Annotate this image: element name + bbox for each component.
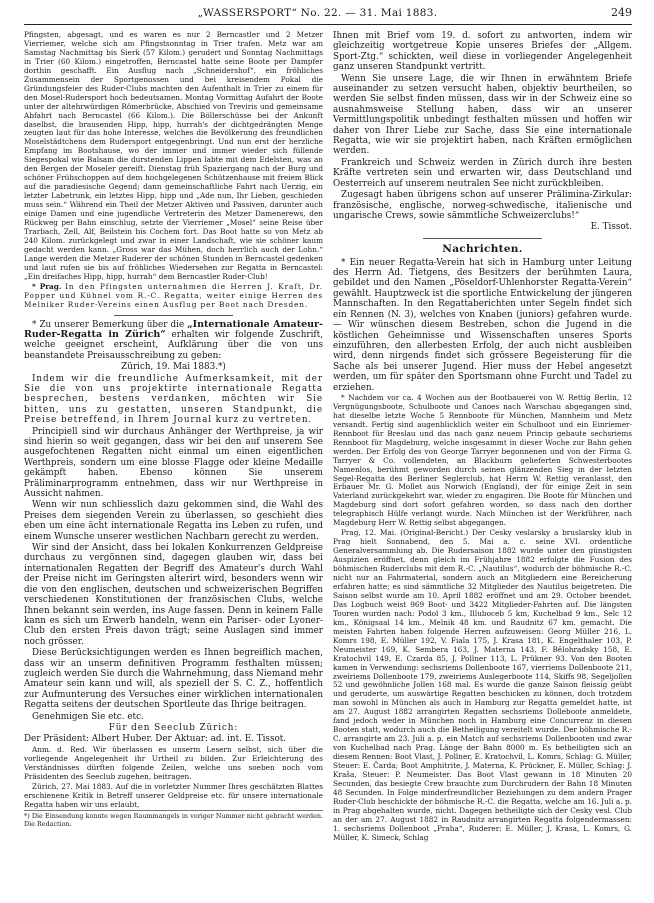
right-column	[333, 31, 632, 903]
editor-note: Anm. d. Red. Wir überlassen es unserm Lesern selbst, sich über die vorliegende Angelegenheit ihr Urtheil zu bilden. Zur Erleichterung des Verständnisses dürften folgende Zeilen, welche uns soeben noch vom Präsidenten des Seeclub zugehen, beitragen.	[24, 744, 323, 781]
zurich-intro-prefix: * Zu unserer Bemerkung über die	[32, 319, 185, 330]
news-paragraph-2: * Nachdem vor ca. 4 Wochen aus der Bootbauerei von W. Rettig Berlin, 12 Vergnügungsboote, Schulboote und Canoes nach Warschau abgegangen sind, hat dieselbe letzte Woche 5 Rennboote für München, Mannheim und Metz versandt. Fertig sind augenblicklich weiter ein Schulboot und ein Einriemer-Rennboot für Breslau und das nach ganz neuem Princip gebaute sechsriems Rennboot für Magdeburg, welche insgesammt in dieser Woche zur Bahn gehen werden. Der Erfolg des von George Tarryer begonnenen und von der Firma G. Tarryer & Co. vollendeten, an Blackburn gelieferten Schwesterbootes Namenlos, berühmt geworden durch seinen glänzenden Sieg in der letzten Segel-Regatta des Berliner Seglerclub, hat Herrn W. Rettig veranlasst, den Erbauer Mr. G. Mollet aus Norwich (England), der für einige Zeit in sein Vaterland zurückgekehrt war, wieder zu engagiren. Die Boote für München und Magdeburg sind dort sofort gefahren worden, so dass nach den dorther telegraphisch Hülfe verlangt wurde. Nach München ist der Werkführer, nach Magdeburg Herr W. Rettig selbst abgegangen.	[333, 392, 632, 528]
signoff-names: Der Präsident: Albert Huber. Der Aktuar: ad. int. E. Tissot.	[24, 734, 287, 745]
continuation-paragraph-4: Zugesagt haben übrigens schon auf unserer Prälimina-Zirkular: französische, englische, norweg-schwedische, italienische und ungarische Crews, sowie sämmtliche Schweizerclubs!“	[333, 190, 632, 221]
section-title: Nachrichten.	[442, 242, 523, 255]
letter-paragraph-2: Principiell sind wir durchaus Anhänger der Werthpreise, ja wir sind hierin so weit gegangen, dass wir bei den auf unserem See ausgefochtenen Regatten nicht einmal um einen eigentlichen Werthpreis, sondern um eine blosse Flagge oder kleine Medaille gekämpft haben. Ebenso können Sie unserem Präliminarprogramm entnehmen, dass wir nur Werthpreise in Aussicht nahmen.	[24, 426, 323, 500]
news-paragraph-1: * Ein neuer Regatta-Verein hat sich in Hamburg unter Leitung des Herrn Ad. Tietgens, des Besitzers der berühmten Laura, gebildet und den Namen „Pöseldorf-Uhlenhorster Regatta-Verein“ gewählt. Hauptzweck ist die sportliche Entwickelung der jüngeren Mannschaften. In den Regattaberichten unter Segeln findet sich ein Rennen (N. 3), welches von Knaben (juniors) gefahren wurde. — Wir wünschen diesem Bestreben, schon die Jugend in die köstlichen Geheimnisse und Wissenschaften unseres Sports einzuführen, den allerbesten Erfolg, der auch nicht ausbleiben wird, denn nirgends findet sich grössere Begeisterung für die Sache als bei unserer Jugend. Hier muss der Hebel angesetzt werden, um für später den Sportsmann ohne Furcht und Tadel zu erziehen.	[333, 257, 632, 393]
letter-greeting: Genehmigen Sie etc. etc.	[32, 711, 144, 722]
zurich-intro	[24, 320, 323, 362]
running-title: „WASSERSPORT“ No. 22. — 31. Mai 1883.	[197, 7, 438, 19]
news-hamburg	[333, 258, 632, 393]
divider	[423, 238, 543, 239]
zurich-letter	[24, 320, 323, 745]
letter-continuation	[333, 31, 632, 233]
continuation-paragraph-1: Ihnen mit Brief vom 19. d. sofort zu antworten, indem wir gleichzeitig wortgetreue Kopie unseres Briefes der „Allgem. Sport-Ztg.“ schickten, weil diese in vorliegender Angelegenheit ganz unseren Standpunkt vertritt.	[333, 31, 632, 73]
letter-paragraph-1: Indem wir die freundliche Aufmerksamkeit, mit der Sie die von uns projektirte internationale Regatta besprechen, bestens verdanken, möchten wir Sie bitten, uns zu gestatten, unseren Standpunkt, die Preise betreffend, in Ihrem Journal kurz zu vertreten.	[24, 373, 323, 426]
zurich-intro-text: erhalten wir folgende Zuschrift, welche geeignet erscheint, Aufklärung über die von uns beanstandete Preisausschreibung zu geben:	[24, 329, 323, 361]
signoff-title: Für den Seeclub Zürich:	[108, 722, 239, 733]
columns	[24, 31, 632, 903]
letter-paragraph-4: Wir sind der Ansicht, dass bei lokalen Konkurrenzen Geldpreise durchaus zu vergönnen sind, dagegen glauben wir, dass bei internationalen Regatten der Begriff des Amateur's durch Wahl der Preise nicht im Geringsten alterirt wird, besonders wenn wir die von den englischen, deutschen und schweizerischen Begriffen verschiedenen Konstitutionen der französischen Clubs, welche Ihnen bekannt sein werden, ins Auge fassen. Denn in keinem Falle kann es sich um Erwerb handeln, wenn ein Pariser- oder Lyoner-Club den ersten Preis davon trägt; seine Auslagen sind immer noch grösser.	[24, 543, 323, 647]
divider	[114, 315, 234, 316]
continuation-paragraph-2: Wenn Sie unsere Lage, die wir Ihnen in erwähntem Briefe auseinander zu setzen versucht haben, objektiv beurtheilen, so werden Sie selbst finden müssen, dass wir in der Schweiz eine so ausnahmsweise Stellung haben, dass wir an unserer Vermittlungspolitik unbedingt festhalten müssen und hoffen wir daher von Ihrer Liebe zur Sache, dass Sie eine internationale Regatta, wie wir sie projektirt haben, nach Kräften ermöglichen werden.	[333, 73, 632, 157]
zurich-intro-bold: „Internationale Amateur-Ruder-Regatta in Zürich“	[24, 318, 323, 340]
left-column	[24, 31, 323, 903]
footnote: *) Die Einsendung konnte wegen Raummangels in voriger Nummer nicht gebracht werden. Die Redaction.	[24, 812, 323, 828]
prag-note-text: In den Pfingsten unternahmen die Herren J. Kraft, Dr. Popper und Kühnel vom R.-C. Regatta, weiter einige Herren des Melniker Ruder-Vereins einen Ausflug per Boot nach Dresden.	[24, 281, 323, 309]
continuation-paragraph-3: Frankreich und Schweiz werden in Zürich durch ihre besten Kräfte vertreten sein und erwarten wir, dass Deutschland und Oesterreich auf unserem neutralen See nicht zurückbleiben.	[333, 157, 632, 189]
letter-paragraph-3: Wenn wir nun schliesslich dazu gekommen sind, die Wahl des Preises dem siegenden Verein zu überlassen, so geschieht dies eben um eine ächt internationale Regatta ins Leben zu rufen, und einem Wunsche unserer westlichen Nachbarn gerecht zu werden.	[24, 500, 323, 542]
mosel-trip-paragraph: Pfingsten, abgesagt, und es waren es nur 2 Berncastler und 2 Metzer Vierriemer, welche sich am Pfingstsonntag in Trier trafen. Metz war am Samstag Nachmittag bis Sierk (57 Kilom.) gerudert und Sonntag Nachmittags in Trier (60 Kilom.) eingetroffen, Berncastel hatte seine Boote per Dampfer dorthin geschafft. Ein Ausflug nach „Schneidershof“, ein fröhliches Zusammensein der Sportgenossen und bei kreisendem Pokal die Gründungsfeier des Ruder-Clubs machten den Aufenthalt in Trier zu einem für den Mosel-Rudersport hoch bedeutsamen. Montag Vormittag Aufahrt der Boote unter der altehrwürdigen Römerbrücke, Abschied von Treviris und gemeinsame Abfahrt nach Berncastel (66 Kilom.). Die Böllerschüsse bei der Ankunft daselbst, die brausenden Hipp, hipp, hurrah's der dichtgedrängten Menge zeugten laut für das hohe Interesse, welches die Bevölkerung des freundlichen Moselstädtchens dem Rudersport entgegenbringt. Und nun erst der herzliche Empfang im Bootshause, wo der immer und immer wieder sich füllende Siegespokal wie Balsam die durstenden Lippen labte mit dem Edelsten, was an den Bergen der Moseler gereift. Dienstag früh Spaziergang nach der Burg und schöner Frühschoppen auf dem hochgelegenen Schützenhause mit freiem Blick auf die paradiesische Gegend; dann gemeinschaftliche Fahrt nach Uerzig, ein letzter Labetrunk, ein letztes Hipp, hipp und „Ade nun, Ihr Lieben, geschieden muss sein.“ Während ein Theil der Metzer Aktiven und Passiven, darunter auch einige Damen und eine jugendliche Vertreterin des Metzer Damenerews, den Rückweg per Bahn einschlug, setzte der Vierriemer „Mosel“ seine Reise über Trarbach, Zell, Alf, Beilstein bis Cochem fort. Das Boot hatte so von Metz ab 240 Kilom. zurückgelegt und zwar in einer Landschaft, wie sie schöner kaum gedacht werden kann. „Gross war das Mühen, doch herrlich auch der Lohn.“ Lange werden die Metzer Ruderer der schönen Stunden in Berncastel gedenken und laut rufen sie bis auf fröhliches Wiedersehen zur Regatta in Berncastel: „Ein dreifaches Hipp, hipp, hurrah“ dem Berncastler Ruder-Club!	[24, 31, 323, 281]
page-header	[24, 6, 632, 25]
letter-dateline: Zürich, 19. Mai 1883.*)	[121, 362, 226, 373]
letter-paragraph-5: Diese Berücksichtigungen werden es Ihnen begreiflich machen, dass wir an unserm definitiven Programm festhalten müssen; zugleich werden Sie durch die Wahrnehmung, dass Niemand mehr Amateur sein kann und will, als speziell der S. C. Z., hoffentlich zur Aufmunterung des Versuches einer wirklichen internationalen Regatta seitens der deutschen Sportleute das Ihrige beitragen.	[24, 648, 323, 711]
page-number: 249	[611, 6, 632, 19]
news-paragraph-3: Prag, 12. Mai. (Original-Bericht.) Der Cesky veslarsky a bruslarsky klub in Prag hielt Sonnabend, den 5. Mai a. c. seine XVI. ordentliche Generalversammlung ab. Die Rudersaison 1882 wurde unter den günstigsten Auspizien eröffnet, denn gleich im Frühjahre 1882 erfolgte die Fusion des böhmischen Ruderclubs mit dem R.-C. „Nautilus“, wodurch der böhmische R.-C. nicht nur an Fahrmaterial, sondern auch an Mitgliedern eine Bereicherung erfahren hatte; es sind sämmtliche 32 Mitglieder des Nautilus beigetreten. Die Saison selbst wurde am 10. April 1882 eröffnet und am 29. October beendet. Das Logbuch weist 969 Boot- und 3422 Mitglieder-Fahrten auf. Die längsten Touren wurden nach: Podol 3 km., Illuboceb 5 km, Kuchelbad 9 km., Selc 12 km., Königsaal 14 km., Melnik 48 km. und Raudnitz 67 km. gemacht. Die meisten Fahrten haben folgende Herren aufzuweisen: Georg Müller 216, L. Komrs 198, E. Müller 192, V. Fiala 175, J. Krasa 181, K. Engelthaler 103, P. Neumeister 169, K. Sembera 163, J. Materna 143, F. Bělohradsky 158, E. Kratochvil 149, E. Czarda 85, J. Pollner 113, L. Prükner 93. Von den Booten kamen in Verwendung: sechsriems Dollenboote 167, vierriems Dollenboote 211, zweiriems Dollenboote 179, zweiriems Auslegerboote 114, Skiffs 98, Segeljollen 52 und gewöhnliche Jollen 168 mal. Es wurde die ganze Saison fleissig geübt und geruderte, um auswärtige Regatten beschicken zu können, doch trotzdem man sowohl in München als auch in Hamburg zur Regatta gemeldet hatte, ist am 27. August 1882 arrangirten Regatten sechsriems Dolleboote anmeldete, fand jedoch weder in München noch in Hamburg eine Concurrenz in diesen Booten statt, wodurch auch die Betheiligung vereitelt wurde. Der böhmische R.-C. arrangirte am 23. Juli a. p. ein Match auf sechsriems Dollenbooten und zwar von Kuchelbad nach Prag. Länge der Bahn 8000 m. Es betheiligten sich an diesem Rennen: Boot Vlast, J. Pollner, E. Kratochvil, L. Komrs, Schlag: G. Müller, Steuer: E. Čarda; Boot Amphitrite, J. Materna, K. Prückner, E. Müller, Schlag: J. Kraša, Steuer: P. Neumeister. Das Boot Vlast gewann in 18 Minuten 20 Secunden, das besiegte Crew brauchte zum Durchrudern der Bahn 18 Minuten 48 Secunden. In Folge minderfreundlicher Beziehungen zu dem andern Prager Ruder-Club beschickte der böhmische R.-C. die Regatta, welche am 16. Juli a. p. in Prag abgehalten wurde, nicht. Dagegen betheiligte sich der Cesky vesl. Club an der am 27. August 1882 in Raudnitz arrangirten Regatta folgendermassen: 1. sechsriems Dollenboot „Praha“, Ruderer: E. Müller, J. Krasa, L. Komrs, G. Müller, K. Simeck, Schlag	[333, 528, 632, 842]
prag-note	[24, 283, 323, 310]
prag-note-prefix: * Prag.	[32, 281, 62, 291]
letter-paragraph-6: Zürich, 27. Mai 1883. Auf die in vorletzter Nummer Ihres geschätzten Blattes erschienene Kritik in Betreff unserer Geldpreise etc. für unsere internationale Regatta haben wir uns erlaubt,	[24, 781, 323, 809]
continuation-signature: E. Tissot.	[590, 222, 632, 233]
